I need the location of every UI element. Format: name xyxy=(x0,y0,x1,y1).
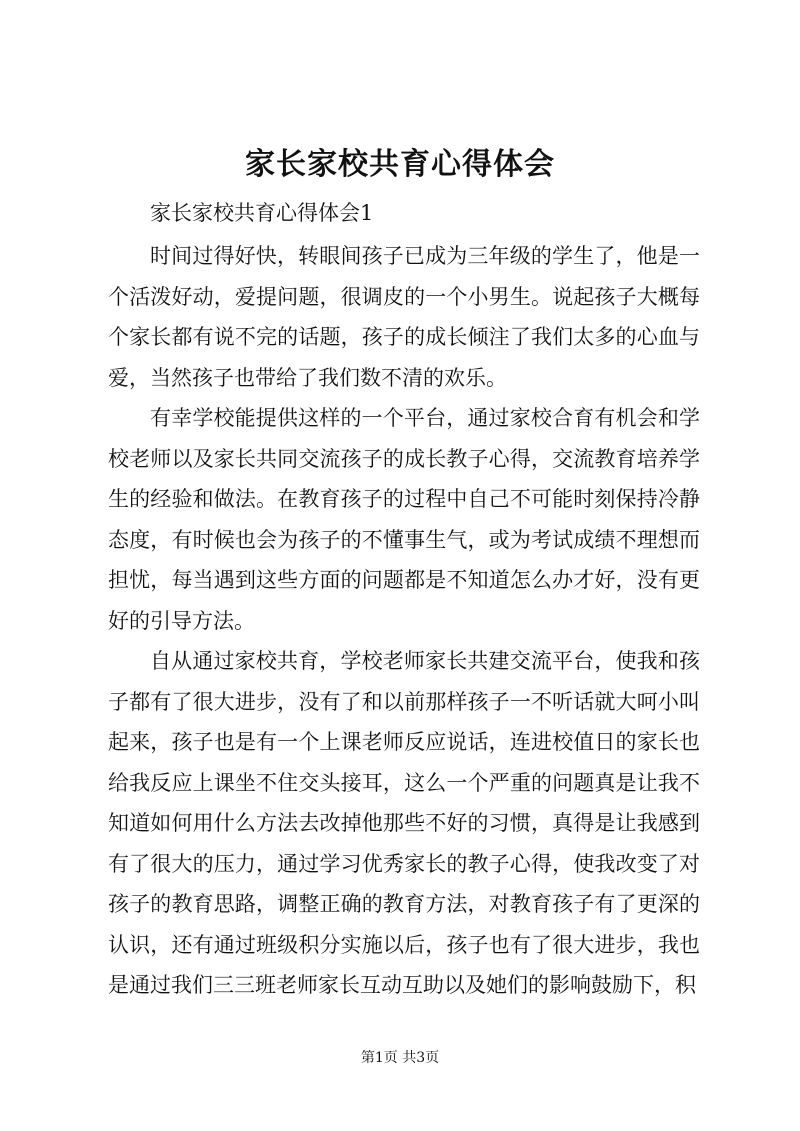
document-title: 家长家校共育心得体会 xyxy=(245,147,555,182)
paragraph-1: 时间过得好快，转眼间孩子已成为三年级的学生了，他是一个活泼好动，爱提问题，很调皮的一个小男生。说起孩子大概每个家长都有说不完的话题，孩子的成长倾注了我们太多的心血与爱，当然孩子也带给了我们数不清的欢乐。 xyxy=(108,244,700,390)
section-heading: 家长家校共育心得体会1 xyxy=(150,201,374,225)
document-body xyxy=(108,236,700,1006)
page-number-footer: 第1页 共3页 xyxy=(360,1050,440,1066)
paragraph-2: 有幸学校能提供这样的一个平台，通过家校合育有机会和学校老师以及家长共同交流孩子的成长教子心得，交流教育培养学生的经验和做法。在教育孩子的过程中自己不可能时刻保持冷静态度，有时候也会为孩子的不懂事生气，或为考试成绩不理想而担忧，每当遇到这些方面的问题都是不知道怎么办才好，没有更好的引导方法。 xyxy=(108,406,700,633)
paragraph-3: 自从通过家校共育，学校老师家长共建交流平台，使我和孩子都有了很大进步，没有了和以前那样孩子一不听话就大呵小叫起来，孩子也是有一个上课老师反应说话，连进校值日的家长也给我反应上课坐不住交头接耳，这么一个严重的问题真是让我不知道如何用什么方法去改掉他那些不好的习惯，真得是让我感到有了很大的压力，通过学习优秀家长的教子心得，使我改变了对孩子的教育思路，调整正确的教育方法，对教育孩子有了更深的认识，还有通过班级积分实施以后，孩子也有了很大进步，我也是通过我们三三班老师家长互动互助以及她们的影响鼓励下，积 xyxy=(108,649,700,997)
